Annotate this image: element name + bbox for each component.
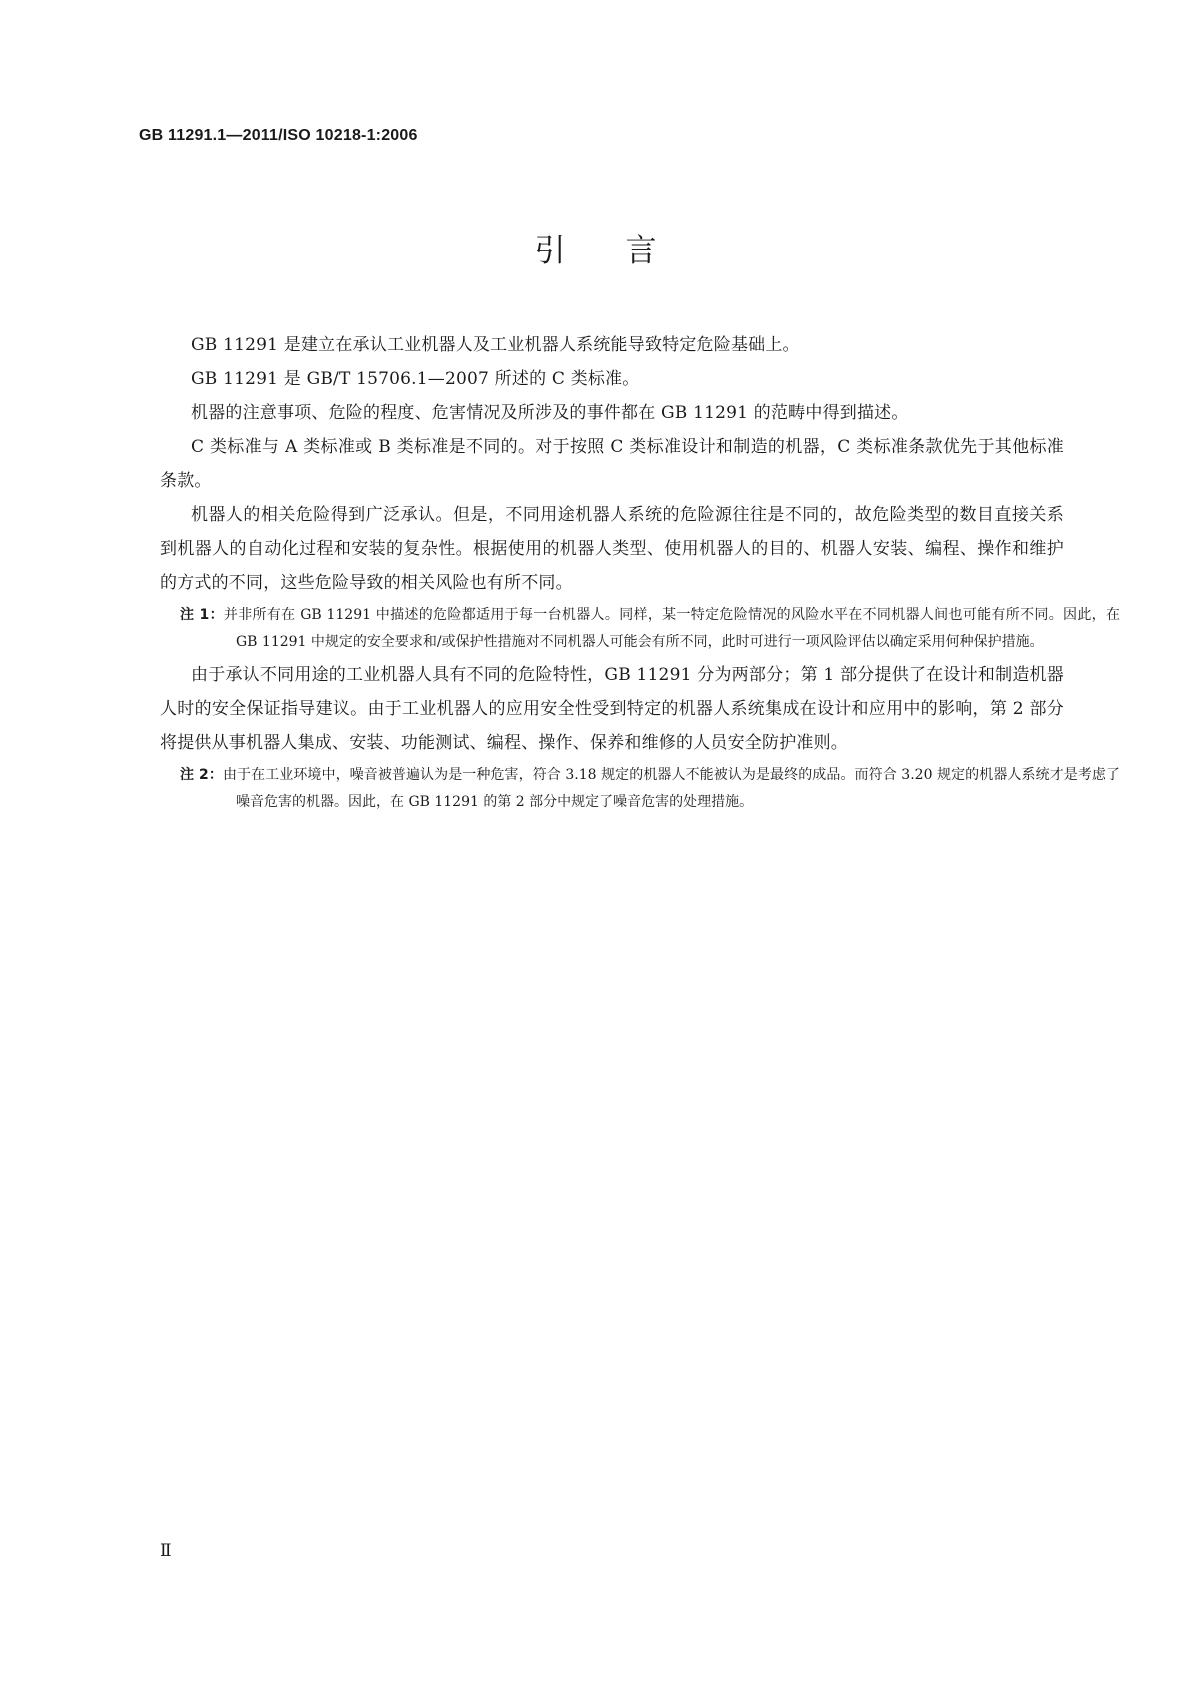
paragraph-1: GB 11291 是建立在承认工业机器人及工业机器人系统能导致特定危险基础上。 [191, 335, 800, 355]
note-1-label: 注 1： [180, 607, 224, 623]
note-1-text: 并非所有在 GB 11291 中描述的危险都适用于每一台机器人。同样，某一特定危险情况的风险水平在不同机器人间也可能有所不同。因此，在 GB 11291 中规定的安全要求和/或保护性措施对不同机器人可能会有所不同，此时可进行一项风险评估以确定采用何种保护措施。 [223, 607, 1120, 650]
page-title: 引言 [534, 233, 717, 269]
note-2-text: 由于在工业环境中，噪音被普遍认为是一种危害，符合 3.18 规定的机器人不能被认为是最终的成品。而符合 3.20 规定的机器人系统才是考虑了噪音危害的机器。因此，在 GB 11291 的第 2 部分中规定了噪音危害的处理措施。 [222, 767, 1120, 810]
paragraph-4: C 类标准与 A 类标准或 B 类标准是不同的。对于按照 C 类标准设计和制造的机器，C 类标准条款优先于其他标准条款。 [160, 437, 1064, 491]
paragraph-5: 机器人的相关危险得到广泛承认。但是，不同用途机器人系统的危险源往往是不同的，故危险类型的数目直接关系到机器人的自动化过程和安装的复杂性。根据使用的机器人类型、使用机器人的目的、机器人安装、编程、操作和维护的方式的不同，这些危险导致的相关风险也有所不同。 [160, 505, 1064, 593]
paragraph-3: 机器的注意事项、危险的程度、危害情况及所涉及的事件都在 GB 11291 的范畴中得到描述。 [191, 403, 909, 423]
note-1 [180, 602, 1120, 656]
page-number: Ⅱ [160, 1541, 172, 1561]
note-2-label: 注 2： [180, 767, 223, 783]
note-2 [180, 762, 1120, 816]
paragraph-2: GB 11291 是 GB/T 15706.1—2007 所述的 C 类标准。 [191, 369, 640, 389]
document-body [160, 328, 1120, 818]
standard-code-header: GB 11291.1—2011/ISO 10218-1:2006 [139, 127, 418, 144]
paragraph-6: 由于承认不同用途的工业机器人具有不同的危险特性，GB 11291 分为两部分；第 1 部分提供了在设计和制造机器人时的安全保证指导建议。由于工业机器人的应用安全性受到特定的机器人系统集成在设计和应用中的影响，第 2 部分将提供从事机器人集成、安装、功能测试、编程、操作、保养和维修的人员安全防护准则。 [160, 665, 1064, 753]
